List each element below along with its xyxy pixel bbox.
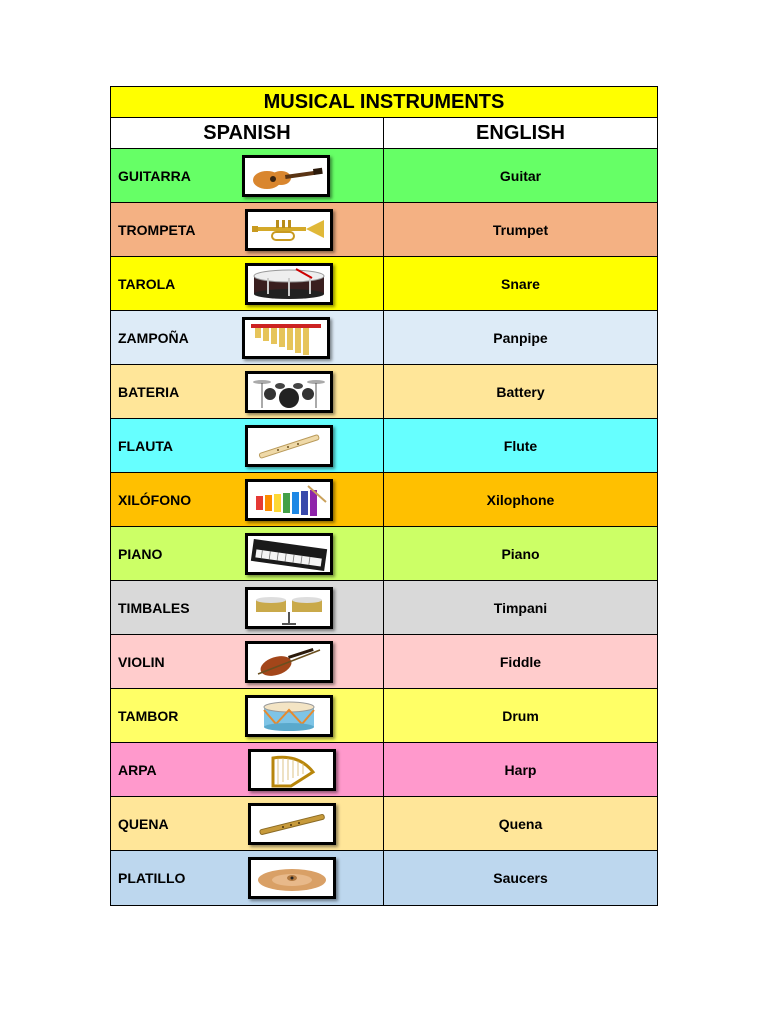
spanish-cell xyxy=(111,203,384,256)
english-cell xyxy=(384,473,657,526)
table-row xyxy=(111,473,657,527)
english-word: Timpani xyxy=(493,599,548,616)
table-title: MUSICAL INSTRUMENTS xyxy=(111,87,657,118)
english-word: Guitar xyxy=(499,167,542,184)
trumpet-icon xyxy=(245,209,333,251)
xylophone-icon xyxy=(245,479,333,521)
english-cell xyxy=(384,797,657,850)
english-word: Trumpet xyxy=(492,221,549,238)
spanish-cell xyxy=(111,851,384,905)
spanish-word: QUENA xyxy=(118,815,169,832)
english-cell xyxy=(384,257,657,310)
english-word: Piano xyxy=(501,545,540,562)
spanish-cell xyxy=(111,149,384,202)
recorder-flute-icon xyxy=(245,425,333,467)
table-row xyxy=(111,149,657,203)
spanish-cell xyxy=(111,419,384,472)
table-row xyxy=(111,635,657,689)
spanish-word: FLAUTA xyxy=(118,437,173,454)
spanish-cell xyxy=(111,365,384,418)
english-word: Snare xyxy=(501,275,540,292)
snare-drum-icon xyxy=(245,263,333,305)
spanish-cell xyxy=(111,743,384,796)
table-row xyxy=(111,365,657,419)
english-cell xyxy=(384,365,657,418)
spanish-cell xyxy=(111,581,384,634)
english-word: Xilophone xyxy=(486,491,555,508)
table-row xyxy=(111,797,657,851)
english-cell xyxy=(384,851,657,905)
spanish-word: GUITARRA xyxy=(118,167,191,184)
english-cell xyxy=(384,419,657,472)
spanish-word: XILÓFONO xyxy=(118,491,192,508)
table-body xyxy=(111,149,657,905)
english-word: Flute xyxy=(503,437,538,454)
table-row xyxy=(111,527,657,581)
english-word: Panpipe xyxy=(493,329,548,346)
english-cell xyxy=(384,635,657,688)
english-word: Fiddle xyxy=(499,653,542,670)
spanish-word: TAROLA xyxy=(118,275,176,292)
spanish-word: PIANO xyxy=(118,545,163,562)
spanish-cell xyxy=(111,527,384,580)
keyboard-piano-icon xyxy=(245,533,333,575)
drum-icon xyxy=(245,695,333,737)
spanish-word: ZAMPOÑA xyxy=(118,329,189,346)
timbales-icon xyxy=(245,587,333,629)
harp-icon xyxy=(248,749,336,791)
spanish-word: TAMBOR xyxy=(118,707,179,724)
english-cell xyxy=(384,581,657,634)
table-row xyxy=(111,257,657,311)
quena-flute-icon xyxy=(248,803,336,845)
spanish-cell xyxy=(111,473,384,526)
spanish-cell xyxy=(111,311,384,364)
instrument-table xyxy=(110,86,658,906)
spanish-header: SPANISH xyxy=(111,118,384,148)
table-row xyxy=(111,581,657,635)
table-row xyxy=(111,743,657,797)
spanish-cell xyxy=(111,689,384,742)
cymbal-icon xyxy=(248,857,336,899)
table-row xyxy=(111,203,657,257)
spanish-word: PLATILLO xyxy=(118,870,186,886)
table-row xyxy=(111,419,657,473)
spanish-word: VIOLIN xyxy=(118,653,165,670)
english-cell xyxy=(384,203,657,256)
english-cell xyxy=(384,311,657,364)
english-word: Quena xyxy=(498,815,543,832)
english-word: Drum xyxy=(502,707,539,724)
spanish-cell xyxy=(111,257,384,310)
english-header: ENGLISH xyxy=(476,122,565,144)
spanish-word: TROMPETA xyxy=(118,221,196,238)
table-row xyxy=(111,689,657,743)
english-cell xyxy=(384,149,657,202)
spanish-word: TIMBALES xyxy=(118,599,190,616)
english-word: Saucers xyxy=(493,870,548,886)
panpipe-icon xyxy=(242,317,330,359)
spanish-word: BATERIA xyxy=(118,383,180,400)
drum-kit-icon xyxy=(245,371,333,413)
english-cell xyxy=(384,527,657,580)
spanish-cell xyxy=(111,635,384,688)
english-cell xyxy=(384,689,657,742)
guitar-icon xyxy=(242,155,330,197)
english-cell xyxy=(384,743,657,796)
violin-icon xyxy=(245,641,333,683)
table-row xyxy=(111,851,657,905)
spanish-cell xyxy=(111,797,384,850)
header-row xyxy=(111,118,657,149)
table-row xyxy=(111,311,657,365)
english-word: Harp xyxy=(504,761,537,778)
english-word: Battery xyxy=(496,383,545,400)
spanish-word: ARPA xyxy=(118,761,157,778)
